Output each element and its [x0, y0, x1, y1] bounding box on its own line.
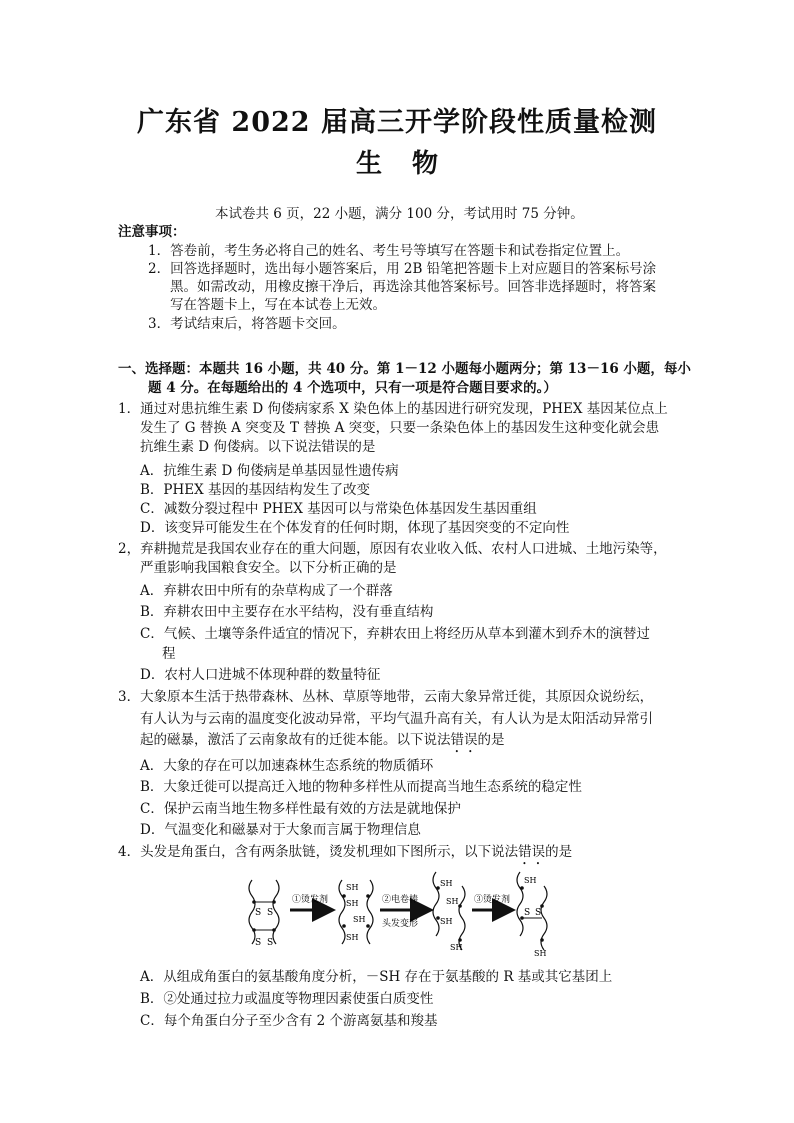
sh-label: SH — [346, 883, 359, 892]
notice-item: 1．答卷前，考生务必将自己的姓名、考生号等填写在答题卡和试卷指定位置上。 — [148, 243, 630, 259]
q1-stem: 抗维生素 D 佝偻病。以下说法错误的是 — [140, 439, 376, 455]
s-label: S — [267, 938, 274, 948]
q4-stem-suffix: 的是 — [545, 844, 573, 860]
s-label: S — [255, 908, 262, 918]
notice-item: 2．回答选择题时，选出每小题答案后，用 2B 铅笔把答题卡上对应题目的答案标号涂 — [148, 261, 657, 277]
notice-heading: 注意事项： — [118, 224, 186, 240]
q1-stem: 1．通过对患抗维生素 D 佝偻病家系 X 染色体上的基因进行研究发现，PHEX 基因某位点上 — [118, 401, 668, 417]
q3-option-c: C．保护云南当地生物多样性最有效的方法是就地保护 — [140, 801, 461, 817]
arrow3-label: ③烫发剂 — [474, 895, 511, 905]
stage2-chains — [339, 880, 373, 944]
s-label: S — [255, 938, 262, 948]
sh-label: SH — [440, 917, 453, 926]
q3-option-b: B．大象迁徙可以提高迁入地的物种多样性从而提高当地生态系统的稳定性 — [140, 779, 582, 795]
notice-item-cont: 黑。如需改动，用橡皮擦干净后，再选涂其他答案标号。回答非选择题时，将答案 — [170, 279, 656, 295]
q2-option-c-cont: 程 — [162, 646, 176, 662]
q2-stem: 严重影响我国粮食安全。以下分析正确的是 — [140, 560, 397, 576]
q3-stem-prefix: 起的磁暴，激活了云南象故有的迁徙本能。以下说法 — [140, 732, 451, 748]
s-label: S — [267, 908, 274, 918]
q2-option-a: A．弃耕农田中所有的杂草构成了一个群落 — [140, 583, 393, 599]
q3-stem-suffix: 的是 — [477, 732, 505, 748]
notice-item: 3．考试结束后，将答题卡交回。 — [148, 316, 346, 332]
section-heading-cont: 题 4 分。在每题给出的 4 个选项中，只有一项是符合题目要求的。） — [148, 380, 557, 396]
q3-emphasis: 错误 — [450, 732, 478, 748]
q4-emphasis: 错误 — [518, 844, 546, 860]
stage3-chains — [433, 872, 465, 952]
stage1-chains — [249, 880, 279, 948]
section-heading: 一、选择题：本题共 16 小题，共 40 分。第 1－12 小题每小题两分；第 13－16 小题，每小 — [118, 361, 691, 377]
sh-label: SH — [524, 876, 537, 885]
q3-stem: 有人认为与云南的温度变化波动异常，平均气温升高有关，有人认为是太阳活动异常引 — [140, 711, 653, 727]
q1-option-a: A．抗维生素 D 佝偻病是单基因显性遗传病 — [140, 463, 399, 479]
q3-stem-last — [140, 731, 505, 756]
sh-label: SH — [534, 949, 547, 958]
arrow1-label: ①烫发剂 — [292, 895, 329, 905]
q4-stem-prefix: 4．头发是角蛋白，含有两条肽链，烫发机理如下图所示，以下说法 — [118, 844, 519, 860]
q4-option-a: A．从组成角蛋白的氨基酸角度分析，－SH 存在于氨基酸的 R 基或其它基团上 — [140, 969, 613, 985]
arrow2-label-bottom: 头发变形 — [382, 919, 419, 929]
stage4-chains — [517, 872, 547, 958]
q1-option-d: D．该变异可能发生在个体发育的任何时期，体现了基因突变的不定向性 — [140, 520, 570, 536]
q3-stem: 3．大象原本生活于热带森林、丛林、草原等地带，云南大象异常迁徙，其原因众说纷纭， — [118, 689, 654, 705]
q4-option-c: C．每个角蛋白分子至少含有 2 个游离氨基和羧基 — [140, 1013, 438, 1029]
sh-label: SH — [440, 879, 453, 888]
q3-option-d: D．气温变化和磁暴对于大象而言属于物理信息 — [140, 822, 421, 838]
q2-option-c: C．气候、土壤等条件适宜的情况下，弃耕农田上将经历从草本到灌木到乔木的演替过 — [140, 626, 650, 642]
q1-stem: 发生了 G 替换 A 突变及 T 替换 A 突变，只要一条染色体上的基因发生这种变化就会患 — [140, 420, 660, 436]
intro-text: 本试卷共 6 页，22 小题，满分 100 分，考试用时 75 分钟。 — [215, 206, 584, 222]
sh-label: SH — [353, 915, 366, 924]
sh-label: SH — [450, 943, 463, 952]
q1-option-c: C．减数分裂过程中 PHEX 基因可以与常染色体基因发生基因重组 — [140, 501, 537, 517]
q2-stem: 2，弃耕抛荒是我国农业存在的重大问题，原因有农业收入低、农村人口进城、土地污染等， — [118, 541, 667, 557]
arrow2-label-top: ②电卷棒 — [382, 895, 419, 905]
s-label: S — [524, 908, 531, 918]
q4-stem — [118, 843, 572, 868]
perm-mechanism-figure — [240, 868, 560, 968]
sh-label: SH — [446, 897, 459, 906]
subject-title: 生物 — [355, 149, 468, 179]
q1-option-b: B．PHEX 基因的基因结构发生了改变 — [140, 482, 371, 498]
q3-option-a: A．大象的存在可以加速森林生态系统的物质循环 — [140, 758, 434, 774]
sh-label: SH — [346, 933, 359, 942]
q2-option-d: D．农村人口进城不体现种群的数量特征 — [140, 667, 381, 683]
s-label: S — [535, 908, 542, 918]
sh-label: SH — [346, 899, 359, 908]
q2-option-b: B．弃耕农田中主要存在水平结构，没有垂直结构 — [140, 604, 434, 620]
notice-item-cont: 写在答题卡上，写在本试卷上无效。 — [170, 297, 386, 313]
q4-option-b: B．②处通过拉力或温度等物理因素使蛋白质变性 — [140, 991, 434, 1007]
page-title: 广东省 2022 届高三开学阶段性质量检测 — [137, 107, 657, 138]
